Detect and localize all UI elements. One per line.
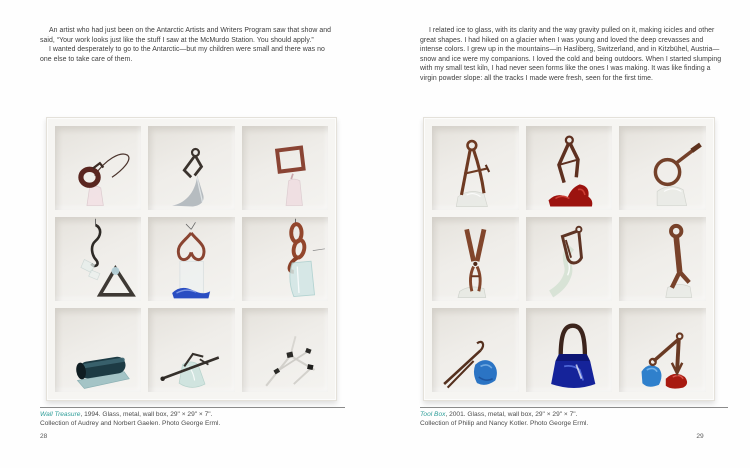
shelf-cell	[526, 126, 613, 210]
page-number-right: 29	[696, 433, 704, 440]
sculpture-rust-hook-blue-glass-chunk	[432, 308, 519, 392]
sculpture-ogee-glass-slab-blue-base	[148, 217, 234, 301]
shelf-cell	[55, 217, 141, 301]
body-text-line: virgin powder slope: all the tracks I made were fresh, seen for the first time.	[420, 74, 653, 82]
sculpture-rust-stirrup-green-glass-curve	[526, 217, 613, 301]
shelf-cell	[148, 308, 234, 392]
sculpture-rust-ring-handle-clear-glass	[619, 126, 706, 210]
sculpture-chain-hook-aqua-slab	[242, 217, 328, 301]
shelf-cell	[242, 126, 328, 210]
shelf-cell	[619, 217, 706, 301]
caption-line	[40, 410, 345, 419]
sculpture-rust-tin-snips	[432, 217, 519, 301]
sculpture-rust-lever-blue-red-glass	[619, 308, 706, 392]
caption-line: Collection of Audrey and Norbert Gaelen. Photo George Erml.	[40, 420, 221, 427]
left-body-text	[40, 26, 348, 64]
sculpture-wire-loop-pink-vessel	[55, 126, 141, 210]
shelf-cell	[526, 217, 613, 301]
shelf-cell	[619, 126, 706, 210]
shelf-cell	[242, 217, 328, 301]
shelf-cell	[432, 308, 519, 392]
artwork-details: , 2001. Glass, metal, wall box, 29" × 29" × 7".	[445, 411, 578, 418]
sculpture-blue-glass-purse-stirrup-handle	[526, 308, 613, 392]
caption-line	[420, 410, 728, 419]
body-text-line: I wanted desperately to go to the Antarctic—but my children were small and there was no	[49, 46, 325, 54]
shelf-cell	[148, 126, 234, 210]
right-page	[375, 0, 750, 468]
artwork-title: Wall Treasure	[40, 411, 81, 418]
body-text-line: one else to take care of them.	[40, 55, 133, 63]
sculpture-s-hook-triangle	[55, 217, 141, 301]
tool-box-artwork-photo	[423, 117, 715, 401]
body-text-line: said, “Your work looks just like the stuff I saw at the McMurdo Station. You should apply.”	[40, 36, 314, 44]
sculpture-rust-tool-red-glass	[526, 126, 613, 210]
shelf-cell	[526, 308, 613, 392]
shelf-cell	[148, 217, 234, 301]
shelf-cell	[432, 126, 519, 210]
page-number-left: 28	[40, 433, 48, 440]
shelf-cell	[55, 308, 141, 392]
right-body-text	[420, 26, 732, 84]
right-caption	[420, 410, 728, 428]
artwork-details: , 1994. Glass, metal, wall box, 29" × 29" × 7".	[80, 411, 213, 418]
body-text-line: with my small test kiln, I had never seen forms like the ones I was making. It was like finding a	[420, 65, 711, 73]
body-text-line: An artist who had just been on the Antarctic Artists and Writers Program saw that show and	[49, 27, 332, 34]
wall-treasure-artwork-photo	[46, 117, 337, 401]
body-text-line: intense colors. I grew up in the mountains—in Hasliberg, Switzerland, and in Kitzbühel, Austria—	[420, 46, 720, 54]
sculpture-clamp-figure-gray-fin	[148, 126, 234, 210]
artwork-title: Tool Box	[420, 411, 446, 418]
caption-rule	[40, 407, 345, 408]
sculpture-rust-wrench-clear-glass	[619, 217, 706, 301]
left-caption	[40, 410, 345, 428]
sculpture-teal-rolled-cylinder	[55, 308, 141, 392]
caption-rule	[420, 407, 728, 408]
body-text-line: snow and ice were my companions. I loved the cold and being outdoors. When I started slumping	[420, 55, 722, 63]
shelf-cell	[619, 308, 706, 392]
body-text-line: I related ice to glass, with its clarity and the way gravity pulled on it, making icicles and other	[429, 27, 715, 34]
sculpture-rust-caliper-clear-glass	[432, 126, 519, 210]
shelf-cell	[55, 126, 141, 210]
shelf-cell	[432, 217, 519, 301]
sculpture-square-frame-pink-bottle	[242, 126, 328, 210]
caption-line: Collection of Philip and Nancy Kotler. Photo George Erml.	[420, 420, 589, 427]
sculpture-glass-rods-black-clips	[242, 308, 328, 392]
body-text-line: great shapes. I had hiked on a glacier when I was young and loved the deep crevasses and	[420, 36, 704, 44]
shelf-cell	[242, 308, 328, 392]
sculpture-crank-rod-aqua-drape	[148, 308, 234, 392]
